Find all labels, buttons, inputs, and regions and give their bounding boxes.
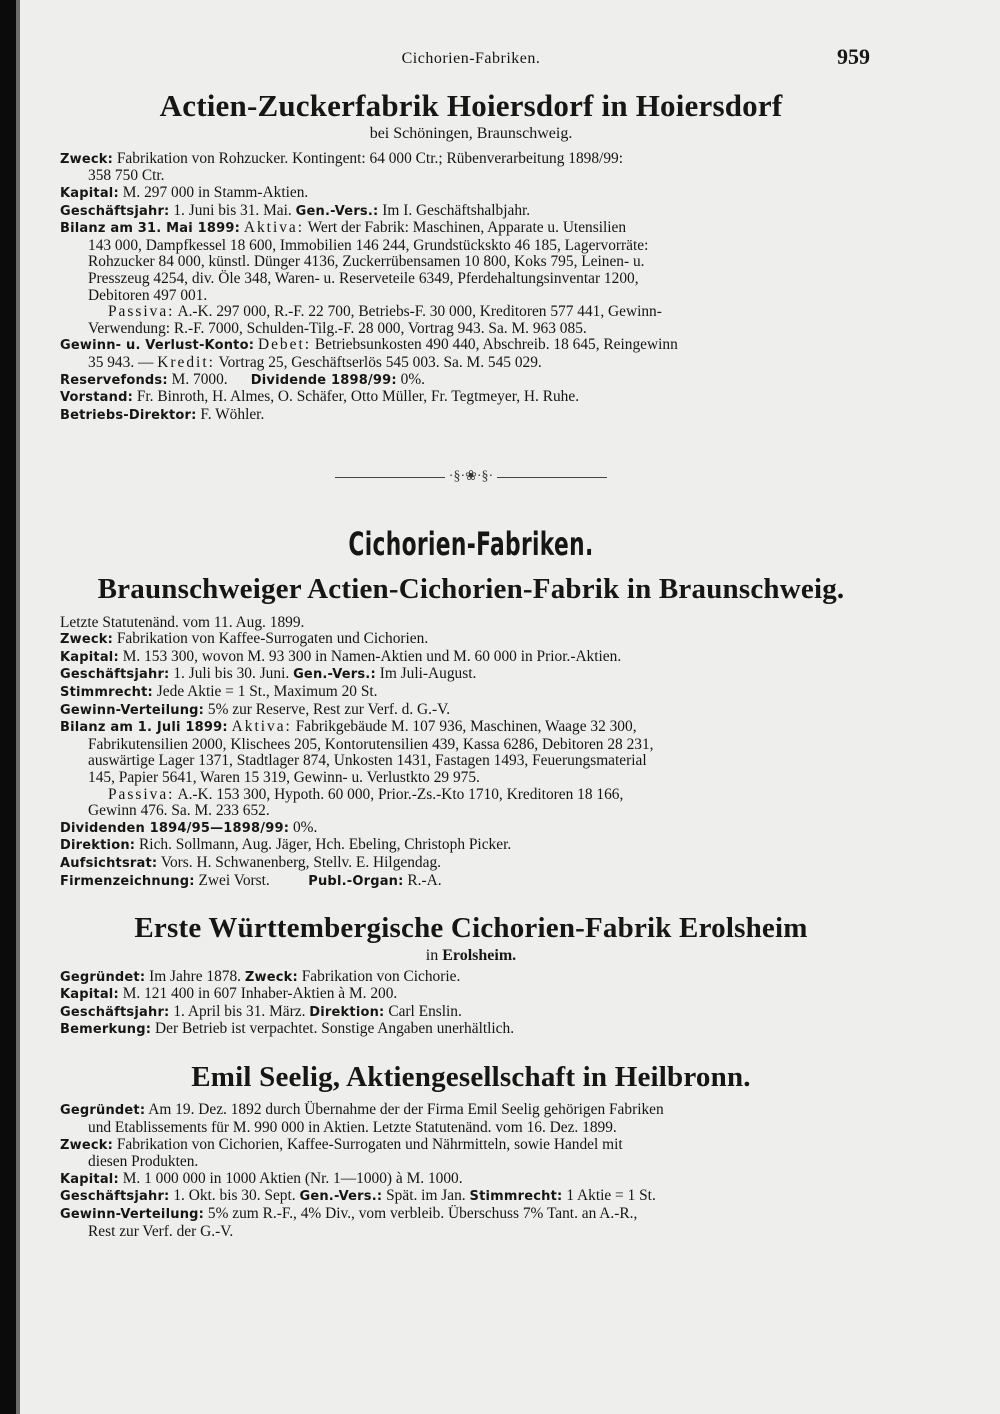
field-key: Geschäftsjahr: [60, 203, 170, 219]
running-header [60, 40, 882, 74]
field-key: Geschäftsjahr: [60, 1004, 170, 1020]
entry-body [60, 151, 882, 425]
entry-body [60, 969, 882, 1039]
entry-line [60, 855, 882, 873]
entry-line: auswärtige Lager 1371, Stadtlager 874, Unkosten 1431, Fastagen 1493, Feuerungsmaterial [88, 752, 647, 770]
ornament-rule-right [497, 477, 607, 478]
field-value: 1. Okt. bis 30. Sept. [173, 1187, 296, 1205]
field-value: 5% zur Reserve, Rest zur Verf. d. G.-V. [207, 700, 451, 718]
entry-line: und Etablissements für M. 990 000 in Aktien. Letzte Statutenänd. vom 16. Dez. 1899. [88, 1119, 617, 1137]
field-key: Direktion: [60, 838, 136, 854]
entry-line [60, 355, 882, 372]
field-value: Carl Enslin. [388, 1002, 462, 1020]
field-key: Kapital: [60, 649, 119, 665]
spaced-label: Kredit: [157, 353, 215, 371]
field-key: Kapital: [60, 987, 119, 1003]
field-value: Der Betrieb ist verpachtet. Sonstige Angaben unerhältlich. [155, 1020, 515, 1038]
field-value: 35 943. — [88, 353, 154, 371]
spaced-label: Passiva: [108, 785, 175, 803]
entry-line [60, 787, 882, 804]
field-key: Publ.-Organ: [308, 873, 404, 889]
entry-line [60, 151, 882, 169]
section-heading: Cichorien-Fabriken. [348, 525, 594, 564]
field-value: Fabrikation von Kaffee-Surrogaten und Cichorien. [116, 630, 429, 648]
field-value: 1 Aktie = 1 St. [566, 1187, 656, 1205]
field-value: 1. Juli bis 30. Juni. [173, 665, 290, 683]
entry-braunschweig [60, 573, 882, 890]
entry-line [60, 372, 882, 390]
field-value: Fabrikation von Cichorien, Kaffee-Surrogaten und Nährmitteln, sowie Handel mit [116, 1135, 623, 1153]
field-value: 1. Juni bis 31. Mai. [173, 201, 292, 219]
field-value: M. 121 400 in 607 Inhaber-Aktien à M. 200. [122, 985, 398, 1003]
field-key: Gen.-Vers.: [295, 203, 379, 219]
page-number: 959 [837, 44, 870, 69]
entry-line [60, 1137, 882, 1155]
entry-line: 145, Papier 5641, Waren 15 319, Gewinn- u. Verlustkto 29 975. [88, 769, 480, 787]
entry-line [60, 1171, 882, 1189]
entry-line [60, 389, 882, 407]
field-key: Stimmrecht: [469, 1189, 563, 1205]
entry-line [60, 649, 882, 667]
scan-left-edge [0, 0, 16, 1414]
field-key: Kapital: [60, 186, 119, 202]
entry-subtitle [60, 946, 882, 965]
field-key: Gewinn-Verteilung: [60, 702, 205, 718]
field-value: Im Jahre 1878. [149, 967, 242, 985]
entry-title: Braunschweiger Actien-Cichorien-Fabrik in Braunschweig. [97, 573, 845, 606]
entry-line [60, 185, 882, 203]
field-value: Spät. im Jan. [386, 1187, 466, 1205]
field-key: Zweck: [60, 151, 114, 167]
field-key: Bilanz am 31. Mai 1899: [60, 221, 241, 237]
entry-line [60, 1206, 882, 1224]
field-value: R.-A. [407, 871, 442, 889]
entry-body [60, 615, 882, 891]
field-value: Rich. Sollmann, Aug. Jäger, Hch. Ebeling, Christoph Picker. [139, 836, 512, 854]
entry-subtitle: bei Schöningen, Braunschweig. [369, 124, 573, 142]
entry-line [60, 304, 882, 321]
entry-line [60, 986, 882, 1004]
field-key: Kapital: [60, 1171, 119, 1187]
entry-line [60, 1021, 882, 1039]
field-value: M. 7000. [171, 370, 228, 388]
field-value: Wert der Fabrik: Maschinen, Apparate u. Utensilien [307, 219, 627, 237]
field-value: Zwei Vorst. [198, 871, 270, 889]
entry-line [60, 969, 882, 987]
field-value: M. 297 000 in Stamm-Aktien. [122, 184, 309, 202]
field-key: Geschäftsjahr: [60, 1189, 170, 1205]
entry-line [60, 203, 882, 221]
entry-body [60, 1102, 882, 1240]
field-key: Bemerkung: [60, 1022, 152, 1038]
entry-line: Debitoren 497 001. [88, 286, 208, 304]
spaced-label: Aktiva: [231, 718, 292, 736]
field-value: 0%. [292, 818, 318, 836]
section-ornament [60, 468, 882, 485]
running-title: Cichorien-Fabriken. [401, 50, 541, 67]
entry-line [60, 615, 882, 632]
field-key: Gewinn- u. Verlust-Konto: [60, 338, 255, 354]
subtitle-prefix: in [425, 946, 439, 964]
entry-line [60, 684, 882, 702]
field-key: Zweck: [60, 632, 114, 648]
entry-line [60, 220, 882, 238]
field-value: Fabrikation von Rohzucker. Kontingent: 64 000 Ctr.; Rübenverarbeitung 1898/99: [116, 149, 623, 167]
field-key: Gen.-Vers.: [299, 1189, 383, 1205]
entry-line [60, 873, 882, 891]
field-value: Fabrikation von Cichorie. [301, 967, 461, 985]
field-key: Vorstand: [60, 390, 133, 406]
field-value: Fabrikgebäude M. 107 936, Maschinen, Waage 32 300, [295, 718, 637, 736]
subtitle-place: Erolsheim. [442, 946, 517, 964]
field-value: Im I. Geschäftshalbjahr. [382, 201, 531, 219]
entry-line: Presszeug 4254, div. Öle 348, Waren- u. Reserveteile 6349, Pferdehaltungsinventar 1200, [88, 269, 639, 287]
entry-line: Rest zur Verf. der G.-V. [88, 1222, 234, 1240]
entry-title: Emil Seelig, Aktiengesellschaft in Heilbronn. [191, 1061, 751, 1094]
entry-erolsheim [60, 912, 882, 1039]
spaced-label: Passiva: [108, 303, 175, 321]
entry-line [60, 702, 882, 720]
entry-line: Verwendung: R.-F. 7000, Schulden-Tilg.-F. 28 000, Vortrag 943. Sa. M. 963 085. [88, 319, 587, 337]
field-key: Betriebs-Direktor: [60, 407, 197, 423]
field-key: Aufsichtsrat: [60, 855, 158, 871]
entry-line: 143 000, Dampfkessel 18 600, Immobilien 146 244, Grundstückskto 46 185, Lagervorräte: [88, 236, 649, 254]
scan-binding-shadow [16, 0, 20, 1414]
field-value: Betriebsunkosten 490 440, Abschreib. 18 645, Reingewinn [314, 336, 678, 354]
field-key: Stimmrecht: [60, 685, 153, 701]
field-key: Geschäftsjahr: [60, 667, 170, 683]
field-key: Dividende 1898/99: [250, 372, 397, 388]
page [60, 40, 882, 1240]
field-key: Zweck: [244, 969, 298, 985]
field-value: M. 1 000 000 in 1000 Aktien (Nr. 1—1000) à M. 1000. [122, 1169, 463, 1187]
entry-line [60, 820, 882, 838]
field-key: Gegründet: [60, 969, 146, 985]
field-key: Reservefonds: [60, 372, 168, 388]
field-value: Im Juli-August. [379, 665, 477, 683]
field-value: A.-K. 153 300, Hypoth. 60 000, Prior.-Zs.-Kto 1710, Kreditoren 18 166, [177, 785, 624, 803]
entry-line [60, 1004, 882, 1022]
entry-line [60, 719, 882, 737]
entry-line [60, 666, 882, 684]
field-value: 5% zum R.-F., 4% Div., vom verbleib. Überschuss 7% Tant. an A.-R., [207, 1204, 638, 1222]
entry-line [60, 337, 882, 355]
field-key: Dividenden 1894/95—1898/99: [60, 820, 290, 836]
field-value: Am 19. Dez. 1892 durch Übernahme der der Firma Emil Seelig gehörigen Fabriken [148, 1101, 664, 1119]
entry-line [60, 1188, 882, 1206]
field-value: Vors. H. Schwanenberg, Stellv. E. Hilgendag. [160, 853, 441, 871]
entry-line: Rohzucker 84 000, künstl. Dünger 4136, Zuckerrübensamen 10 800, Koks 795, Leinen- u. [88, 253, 645, 271]
entry-line: diesen Produkten. [88, 1153, 199, 1171]
field-key: Gen.-Vers.: [293, 667, 376, 683]
field-key: Gegründet: [60, 1103, 146, 1119]
field-value: Fr. Binroth, H. Almes, O. Schäfer, Otto Müller, Fr. Tegtmeyer, H. Ruhe. [136, 388, 580, 406]
field-key: Firmenzeichnung: [60, 873, 195, 889]
field-key: Bilanz am 1. Juli 1899: [60, 720, 228, 736]
entry-title: Actien-Zuckerfabrik Hoiersdorf in Hoiersdorf [159, 88, 783, 123]
field-key: Gewinn-Verteilung: [60, 1206, 205, 1222]
field-value: Statutenänd. vom 11. Aug. 1899. [102, 613, 305, 631]
field-key: Direktion: [309, 1004, 385, 1020]
field-value: Vortrag 25, Geschäftserlös 545 003. Sa. M. 545 029. [218, 353, 542, 371]
spaced-label: Aktiva: [243, 219, 305, 237]
field-value: 0%. [400, 370, 426, 388]
entry-line [60, 1102, 882, 1120]
entry-line [60, 631, 882, 649]
entry-line: Gewinn 476. Sa. M. 233 652. [88, 802, 270, 820]
entry-line [60, 407, 882, 425]
field-value: M. 153 300, wovon M. 93 300 in Namen-Aktien und M. 60 000 in Prior.-Aktien. [122, 647, 622, 665]
field-value: 1. April bis 31. März. [173, 1002, 306, 1020]
entry-hoiersdorf [60, 88, 882, 424]
spaced-label: Debet: [257, 336, 312, 354]
entry-title: Erste Württembergische Cichorien-Fabrik Erolsheim [134, 912, 808, 945]
entry-line [60, 837, 882, 855]
field-key: Zweck: [60, 1137, 114, 1153]
entry-line: 358 750 Ctr. [88, 167, 165, 185]
ornament-rule-left [335, 477, 445, 478]
field-value: F. Wöhler. [200, 405, 265, 423]
ornament-flourish-icon: ·§·❀·§· [448, 469, 494, 485]
field-value: Jede Aktie = 1 St., Maximum 20 St. [156, 683, 378, 701]
field-key: Letzte [60, 613, 99, 631]
entry-emil-seelig [60, 1061, 882, 1240]
entry-line: Fabrikutensilien 2000, Klischees 205, Kontorutensilien 439, Kassa 6286, Debitoren 28 231, [88, 735, 654, 753]
field-value: A.-K. 297 000, R.-F. 22 700, Betriebs-F. 30 000, Kreditoren 577 441, Gewinn- [177, 303, 662, 321]
